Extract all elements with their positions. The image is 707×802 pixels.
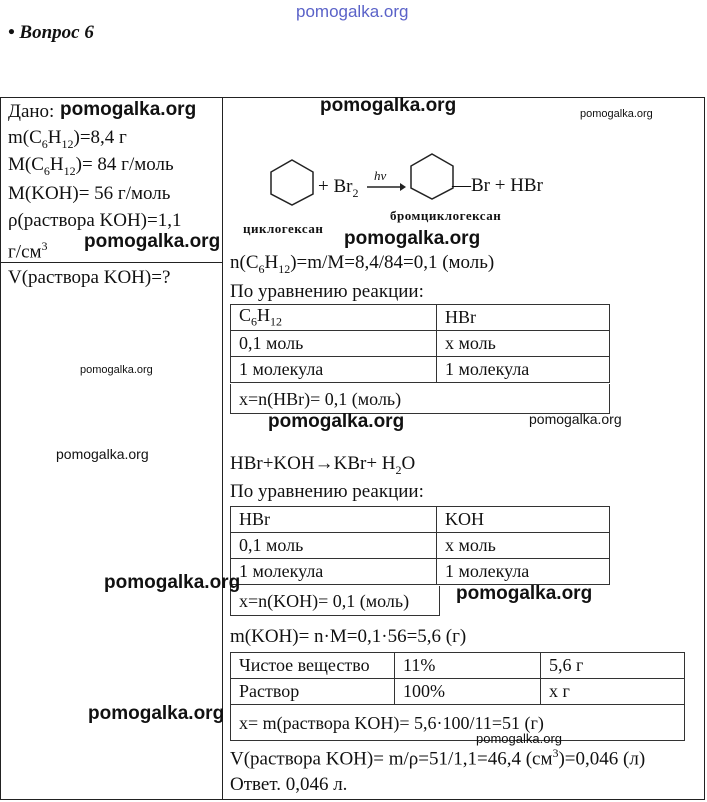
mass-koh: m(KOH)= n·M=0,1·56=5,6 (г) <box>230 626 467 647</box>
table-cell: $C_6H_{12}$ <box>231 305 437 331</box>
watermark-text: pomogalka.org <box>344 228 481 249</box>
cyclohexane-label: циклогексан <box>243 221 324 236</box>
table-cell: Чистое вещество <box>231 653 395 679</box>
table-cell: Раствор <box>231 679 395 705</box>
table-cell: 0,1 моль <box>231 533 437 559</box>
table-row <box>231 533 610 559</box>
ratio-table-1 <box>230 304 610 383</box>
answer: Ответ. 0,046 л. <box>230 774 348 795</box>
watermark-text: pomogalka.org <box>320 95 457 116</box>
watermark-text: pomogalka.org <box>268 411 405 432</box>
table-cell: 0,1 моль <box>231 331 437 357</box>
table-cell: 5,6 г <box>541 653 685 679</box>
given-mass: $m(C_6H_{12})=8,4$ г <box>8 127 127 151</box>
ratio-table-2 <box>230 506 610 585</box>
table-cell: 11% <box>395 653 541 679</box>
table-cell: х моль <box>437 331 610 357</box>
given-koh-molar-mass: M(KOH)= 56 г/моль <box>8 183 171 204</box>
table-cell: х г <box>541 679 685 705</box>
table-cell: 1 молекула <box>437 357 610 383</box>
watermark-text: pomogalka.org <box>56 446 149 462</box>
equation-hbr-koh: $HBr+KOH\to KBr+ H_2O$ <box>230 453 416 477</box>
column-divider <box>222 97 223 800</box>
table3-result: х= m(раствора KOH)= 5,6·100/11=51 (г) <box>230 705 685 741</box>
reaction-arrow-icon <box>366 182 406 192</box>
table2-result: x=n(KOH)= 0,1 (моль) <box>230 586 440 616</box>
table-cell: 1 молекула <box>231 559 437 585</box>
table1-result: x=n(HBr)= 0,1 (моль) <box>230 384 610 414</box>
table-cell: KOH <box>437 507 610 533</box>
given-molar-mass: $M(C_6H_{12})= 84$ г/моль <box>8 154 174 178</box>
by-equation-1: По уравнению реакции: <box>230 281 424 302</box>
watermark-text: pomogalka.org <box>84 231 221 252</box>
watermark-text: pomogalka.org <box>529 411 622 427</box>
given-density-unit: $г/см^3$ <box>8 239 48 263</box>
bromocyclohexane-label: бромциклогексан <box>390 208 502 223</box>
percent-table <box>230 652 685 705</box>
table-row <box>231 507 610 533</box>
by-equation-2: По уравнению реакции: <box>230 481 424 502</box>
watermark-text: pomogalka.org <box>456 583 593 604</box>
find-volume: V(раствора KOH)=? <box>8 267 171 288</box>
table-cell: 1 молекула <box>437 559 610 585</box>
question-heading: • Вопрос 6 <box>8 22 94 43</box>
watermark-text: pomogalka.org <box>80 364 153 376</box>
cyclohexane-ring-icon <box>268 158 318 206</box>
moles-cyclohexane: $n(C_6H_{12})=m/M=8,4/84=0,1$ (моль) <box>230 252 495 276</box>
volume-solution: V(раствора KOH)= m/ρ=51/1,1=46,4 $(см^3)=0,046$ (л) <box>230 746 646 770</box>
site-watermark-top: pomogalka.org <box>296 2 409 21</box>
watermark-text: pomogalka.org <box>476 731 562 746</box>
table-row <box>231 679 685 705</box>
table-cell: х моль <box>437 533 610 559</box>
table-cell: 1 молекула <box>231 357 437 383</box>
reaction-condition: hv <box>374 168 387 183</box>
given-label: Дано: <box>8 101 55 122</box>
table-row <box>231 305 610 331</box>
table-cell: HBr <box>231 507 437 533</box>
watermark-text: pomogalka.org <box>88 703 225 724</box>
watermark-text: pomogalka.org <box>60 99 197 120</box>
reaction-products: —Br + HBr <box>452 175 543 196</box>
watermark-text: pomogalka.org <box>104 572 241 593</box>
table-row <box>231 357 610 383</box>
table-cell: 100% <box>395 679 541 705</box>
reagent-bromine: + $Br_2$ <box>318 176 359 200</box>
bromocyclohexane-ring-icon <box>408 152 458 200</box>
table-row <box>231 653 685 679</box>
table-cell: HBr <box>437 305 610 331</box>
given-density: ρ(раствора KOH)=1,1 <box>8 210 182 231</box>
table-row <box>231 331 610 357</box>
watermark-text: pomogalka.org <box>580 108 653 120</box>
table-row <box>231 559 610 585</box>
